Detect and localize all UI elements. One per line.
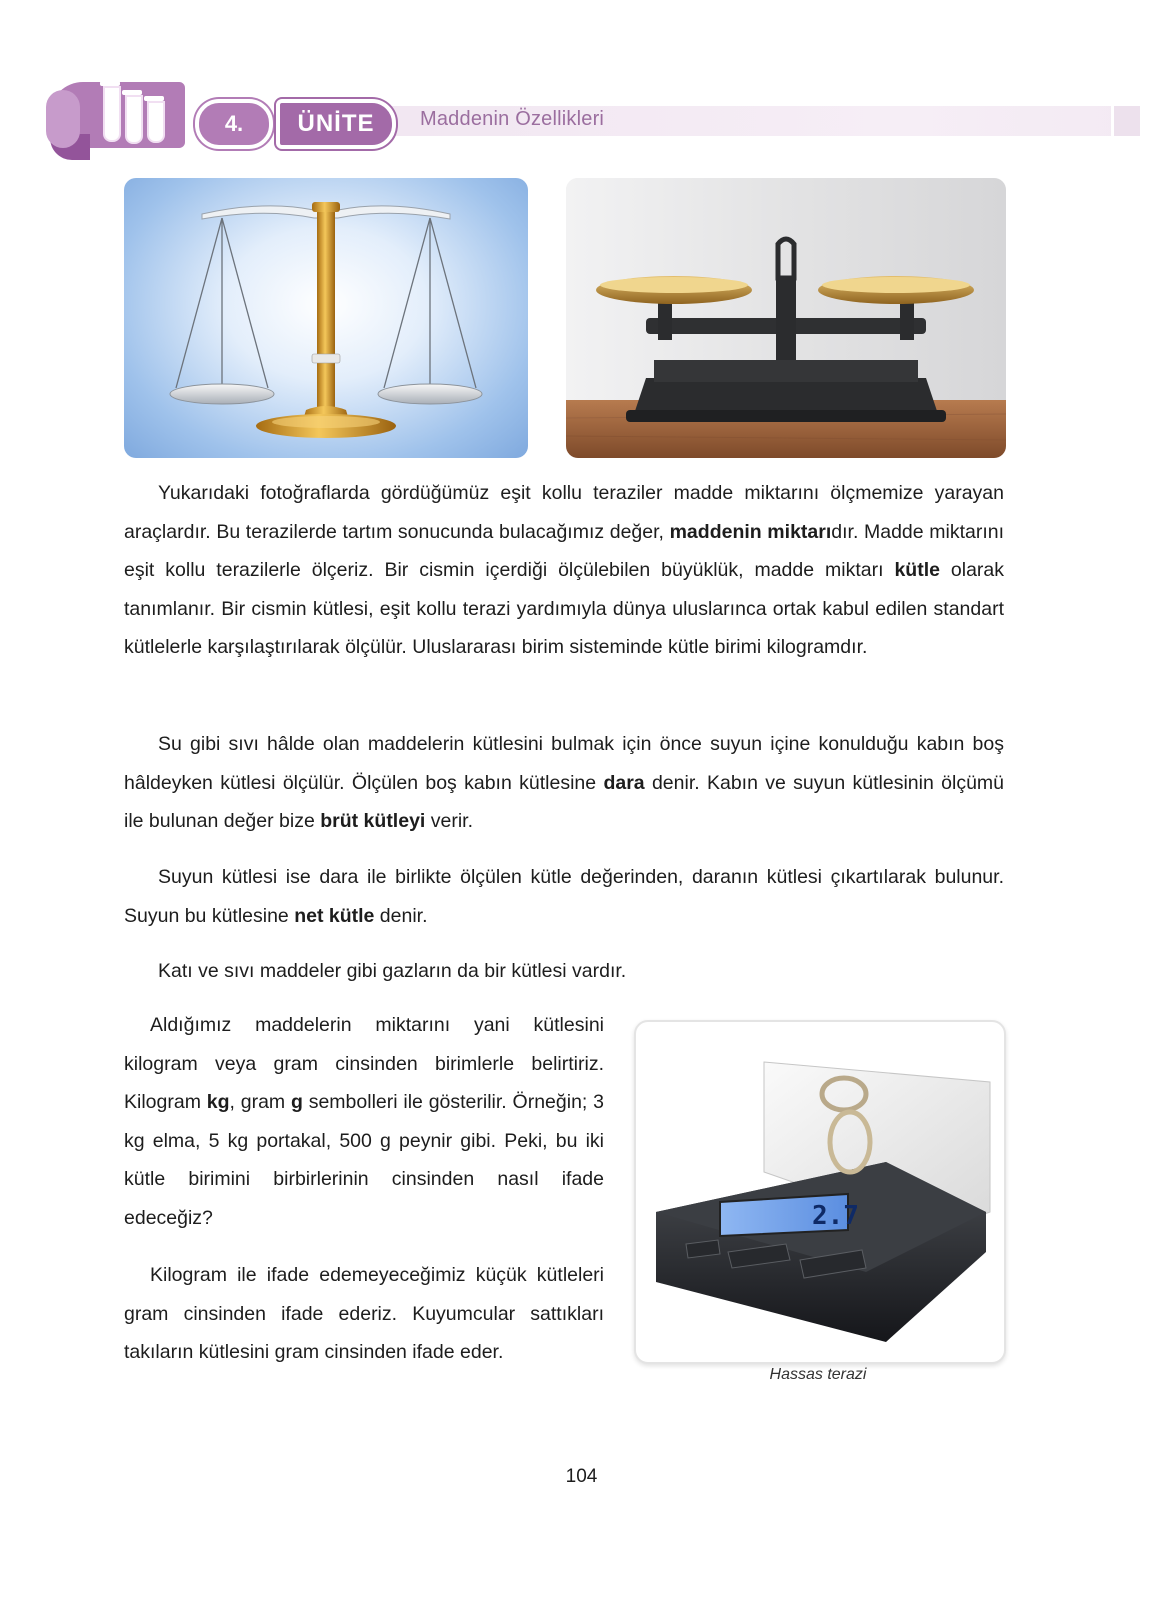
cast-iron-balance-photo (566, 178, 1006, 458)
paragraph-tare (124, 725, 1004, 841)
balance-scale-illustration (124, 178, 528, 458)
cast-iron-balance-illustration (566, 178, 1006, 458)
paragraph-gas-mass (124, 952, 1004, 991)
text-run: , gram (229, 1091, 291, 1114)
header-scroll-decoration (50, 82, 185, 148)
header-band-tab (1111, 106, 1140, 136)
bold-term: kütle (894, 559, 940, 582)
text-run: sembolleri ile gösterilir. Örneğin; 3 kg elma, 5 kg portakal, 500 g peynir gibi. Peki, bu iki kütle birimini birbirlerinin cinsinden nasıl ifade edeceğiz? (124, 1091, 604, 1229)
precision-scale-photo (634, 1020, 1006, 1364)
unit-header (50, 72, 1140, 152)
paragraph-units (124, 1006, 604, 1238)
paragraph-balance-intro (124, 474, 1004, 667)
precision-scale-illustration (636, 1022, 1004, 1362)
test-tube-icon (125, 95, 143, 144)
page-number: 104 (565, 1466, 598, 1487)
scroll-roll (46, 90, 80, 148)
text-run: dır. Madde miktarını eşit kollu terazilerle ölçeriz. Bir cismin içerdiği ölçülebilen büyüklük, madde miktarı (124, 520, 1005, 582)
text-run: Suyun kütlesi ise dara ile birlikte ölçülen kütle değerinden, daranın kütlesi çıkartılarak bulunur. Suyun bu kütlesine (124, 866, 1004, 927)
text-run: Kilogram ile ifade edemeyeceğimiz küçük kütleleri gram cinsinden ifade ederiz. Kuyumcular sattıkları takıların kütlesini gram cinsinden ifade eder. (124, 1264, 604, 1364)
paragraph-gram (124, 1256, 604, 1372)
unit-number-badge: 4. (195, 99, 273, 149)
figure-caption: Hassas terazi (769, 1366, 867, 1383)
bold-term: maddenin miktarı (669, 520, 832, 543)
text-run: Su gibi sıvı hâlde olan maddelerin kütlesini bulmak için önce suyun içine konulduğu kabın boş hâldeyken kütlesi ölçülür. Ölçülen boş kabın kütlesine (124, 733, 1004, 794)
bold-term: g (290, 1091, 303, 1114)
paragraph-net-mass (124, 858, 1004, 935)
text-run: Katı ve sıvı maddeler gibi gazların da bir kütlesi vardır. (158, 960, 627, 982)
scale-display-value: 2.7 (812, 1201, 859, 1231)
unit-label-badge: ÜNİTE (276, 99, 396, 149)
bold-term: dara (603, 771, 645, 794)
text-run: olarak tanımlanır. Bir cismin kütlesi, eşit kollu terazi yardımıyla dünya uluslarınca ortak kabul edilen standart kütlelerle karşılaştırılarak ölçülür. Uluslararası birim sisteminde kütle birimi kilogramdır. (124, 559, 1005, 659)
text-run: denir. (374, 904, 428, 927)
balance-scale-photo (124, 178, 528, 458)
bold-term: brüt kütleyi (320, 810, 426, 833)
unit-title: Maddenin Özellikleri (420, 108, 605, 130)
text-run: Aldığımız maddelerin miktarını yani kütlesini kilogram veya gram cinsinden birimlerle belirtiriz. Kilogram (124, 1014, 604, 1114)
text-run: denir. Kabın ve suyun kütlesinin ölçümü ile bulunan değer bize (124, 771, 1005, 833)
test-tube-icon (147, 101, 165, 143)
test-tube-icon (103, 86, 121, 142)
text-run: Yukarıdaki fotoğraflarda gördüğümüz eşit kollu teraziler madde miktarını ölçmemize yarayan araçlardır. Bu terazilerde tartım sonucunda bulacağımız değer, (124, 482, 1004, 543)
bold-term: net kütle (294, 904, 375, 927)
text-run: verir. (425, 810, 474, 833)
bold-term: kg (206, 1091, 230, 1114)
